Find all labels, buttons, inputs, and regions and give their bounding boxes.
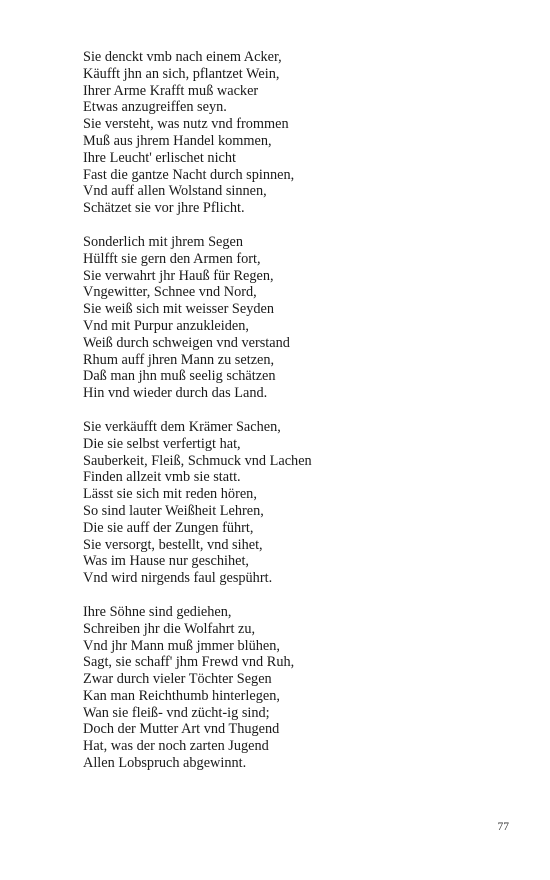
poem-line: Vnd auff allen Wolstand sinnen, [83, 183, 267, 200]
poem-line: Muß aus jhrem Handel kommen, [83, 132, 272, 149]
poem-line: Allen Lobspruch abgewinnt. [83, 755, 247, 772]
poem-line: Vngewitter, Schnee vnd Nord, [83, 284, 257, 301]
poem-line: Sie weiß sich mit weisser Seyden [83, 301, 274, 318]
poem-line: So sind lauter Weißheit Lehren, [83, 502, 264, 519]
poem-line: Sie verwahrt jhr Hauß für Regen, [83, 267, 274, 284]
poem-line: Sie versorgt, bestellt, vnd sihet, [83, 536, 263, 553]
poem-line: Ihre Söhne sind gediehen, [83, 603, 232, 620]
stanza-3 [83, 419, 523, 587]
poem-line: Die sie selbst verfertigt hat, [83, 435, 241, 452]
poem-line: Sie denckt vmb nach einem Acker, [83, 49, 282, 65]
poem-line: Käufft jhn an sich, pflantzet Wein, [83, 65, 280, 82]
poem-line: Was im Hause nur geschihet, [83, 553, 249, 570]
poem-line: Doch der Mutter Art vnd Thugend [83, 721, 280, 738]
poem-line: Sie verkäufft dem Krämer Sachen, [83, 418, 281, 435]
poem-line: Sonderlich mit jhrem Segen [83, 233, 244, 250]
poem-line: Daß man jhn muß seelig schätzen [83, 368, 276, 385]
stanza-1 [83, 49, 523, 217]
poem-line: Fast die gantze Nacht durch spinnen, [83, 166, 295, 183]
poem-line: Sauberkeit, Fleiß, Schmuck vnd Lachen [83, 452, 312, 469]
poem-line: Etwas anzugreiffen seyn. [83, 99, 227, 116]
poem-line: Die sie auff der Zungen führt, [83, 519, 254, 536]
poem-line: Vnd jhr Mann muß jmmer blühen, [83, 637, 280, 654]
poem-line: Schreiben jhr die Wolfahrt zu, [83, 620, 256, 637]
stanza-4 [83, 604, 523, 772]
poem-body [83, 49, 523, 789]
poem-line: Hülfft sie gern den Armen fort, [83, 250, 261, 267]
poem-line: Schätzet sie vor jhre Pflicht. [83, 200, 245, 217]
page-number: 77 [497, 821, 509, 833]
poem-line: Hat, was der noch zarten Jugend [83, 738, 269, 755]
poem-line: Zwar durch vieler Töchter Segen [83, 671, 272, 688]
stanza-2 [83, 234, 523, 402]
poem-line: Ihrer Arme Krafft muß wacker [83, 82, 259, 99]
poem-line: Vnd mit Purpur anzukleiden, [83, 317, 249, 334]
poem-line: Lässt sie sich mit reden hören, [83, 486, 257, 503]
poem-line: Ihre Leucht' erlischet nicht [83, 149, 237, 166]
poem-line: Weiß durch schweigen vnd verstand [83, 334, 290, 351]
poem-line: Sie versteht, was nutz vnd frommen [83, 116, 289, 133]
poem-line: Sagt, sie schaff' jhm Frewd vnd Ruh, [83, 654, 295, 671]
poem-line: Hin vnd wieder durch das Land. [83, 385, 268, 402]
poem-line: Rhum auff jhren Mann zu setzen, [83, 351, 275, 368]
poem-line: Kan man Reichthumb hinterlegen, [83, 687, 280, 704]
poem-line: Wan sie fleiß- vnd zücht-ig sind; [83, 704, 270, 721]
poem-line: Finden allzeit vmb sie statt. [83, 469, 241, 486]
poem-line: Vnd wird nirgends faul gespührt. [83, 570, 273, 587]
